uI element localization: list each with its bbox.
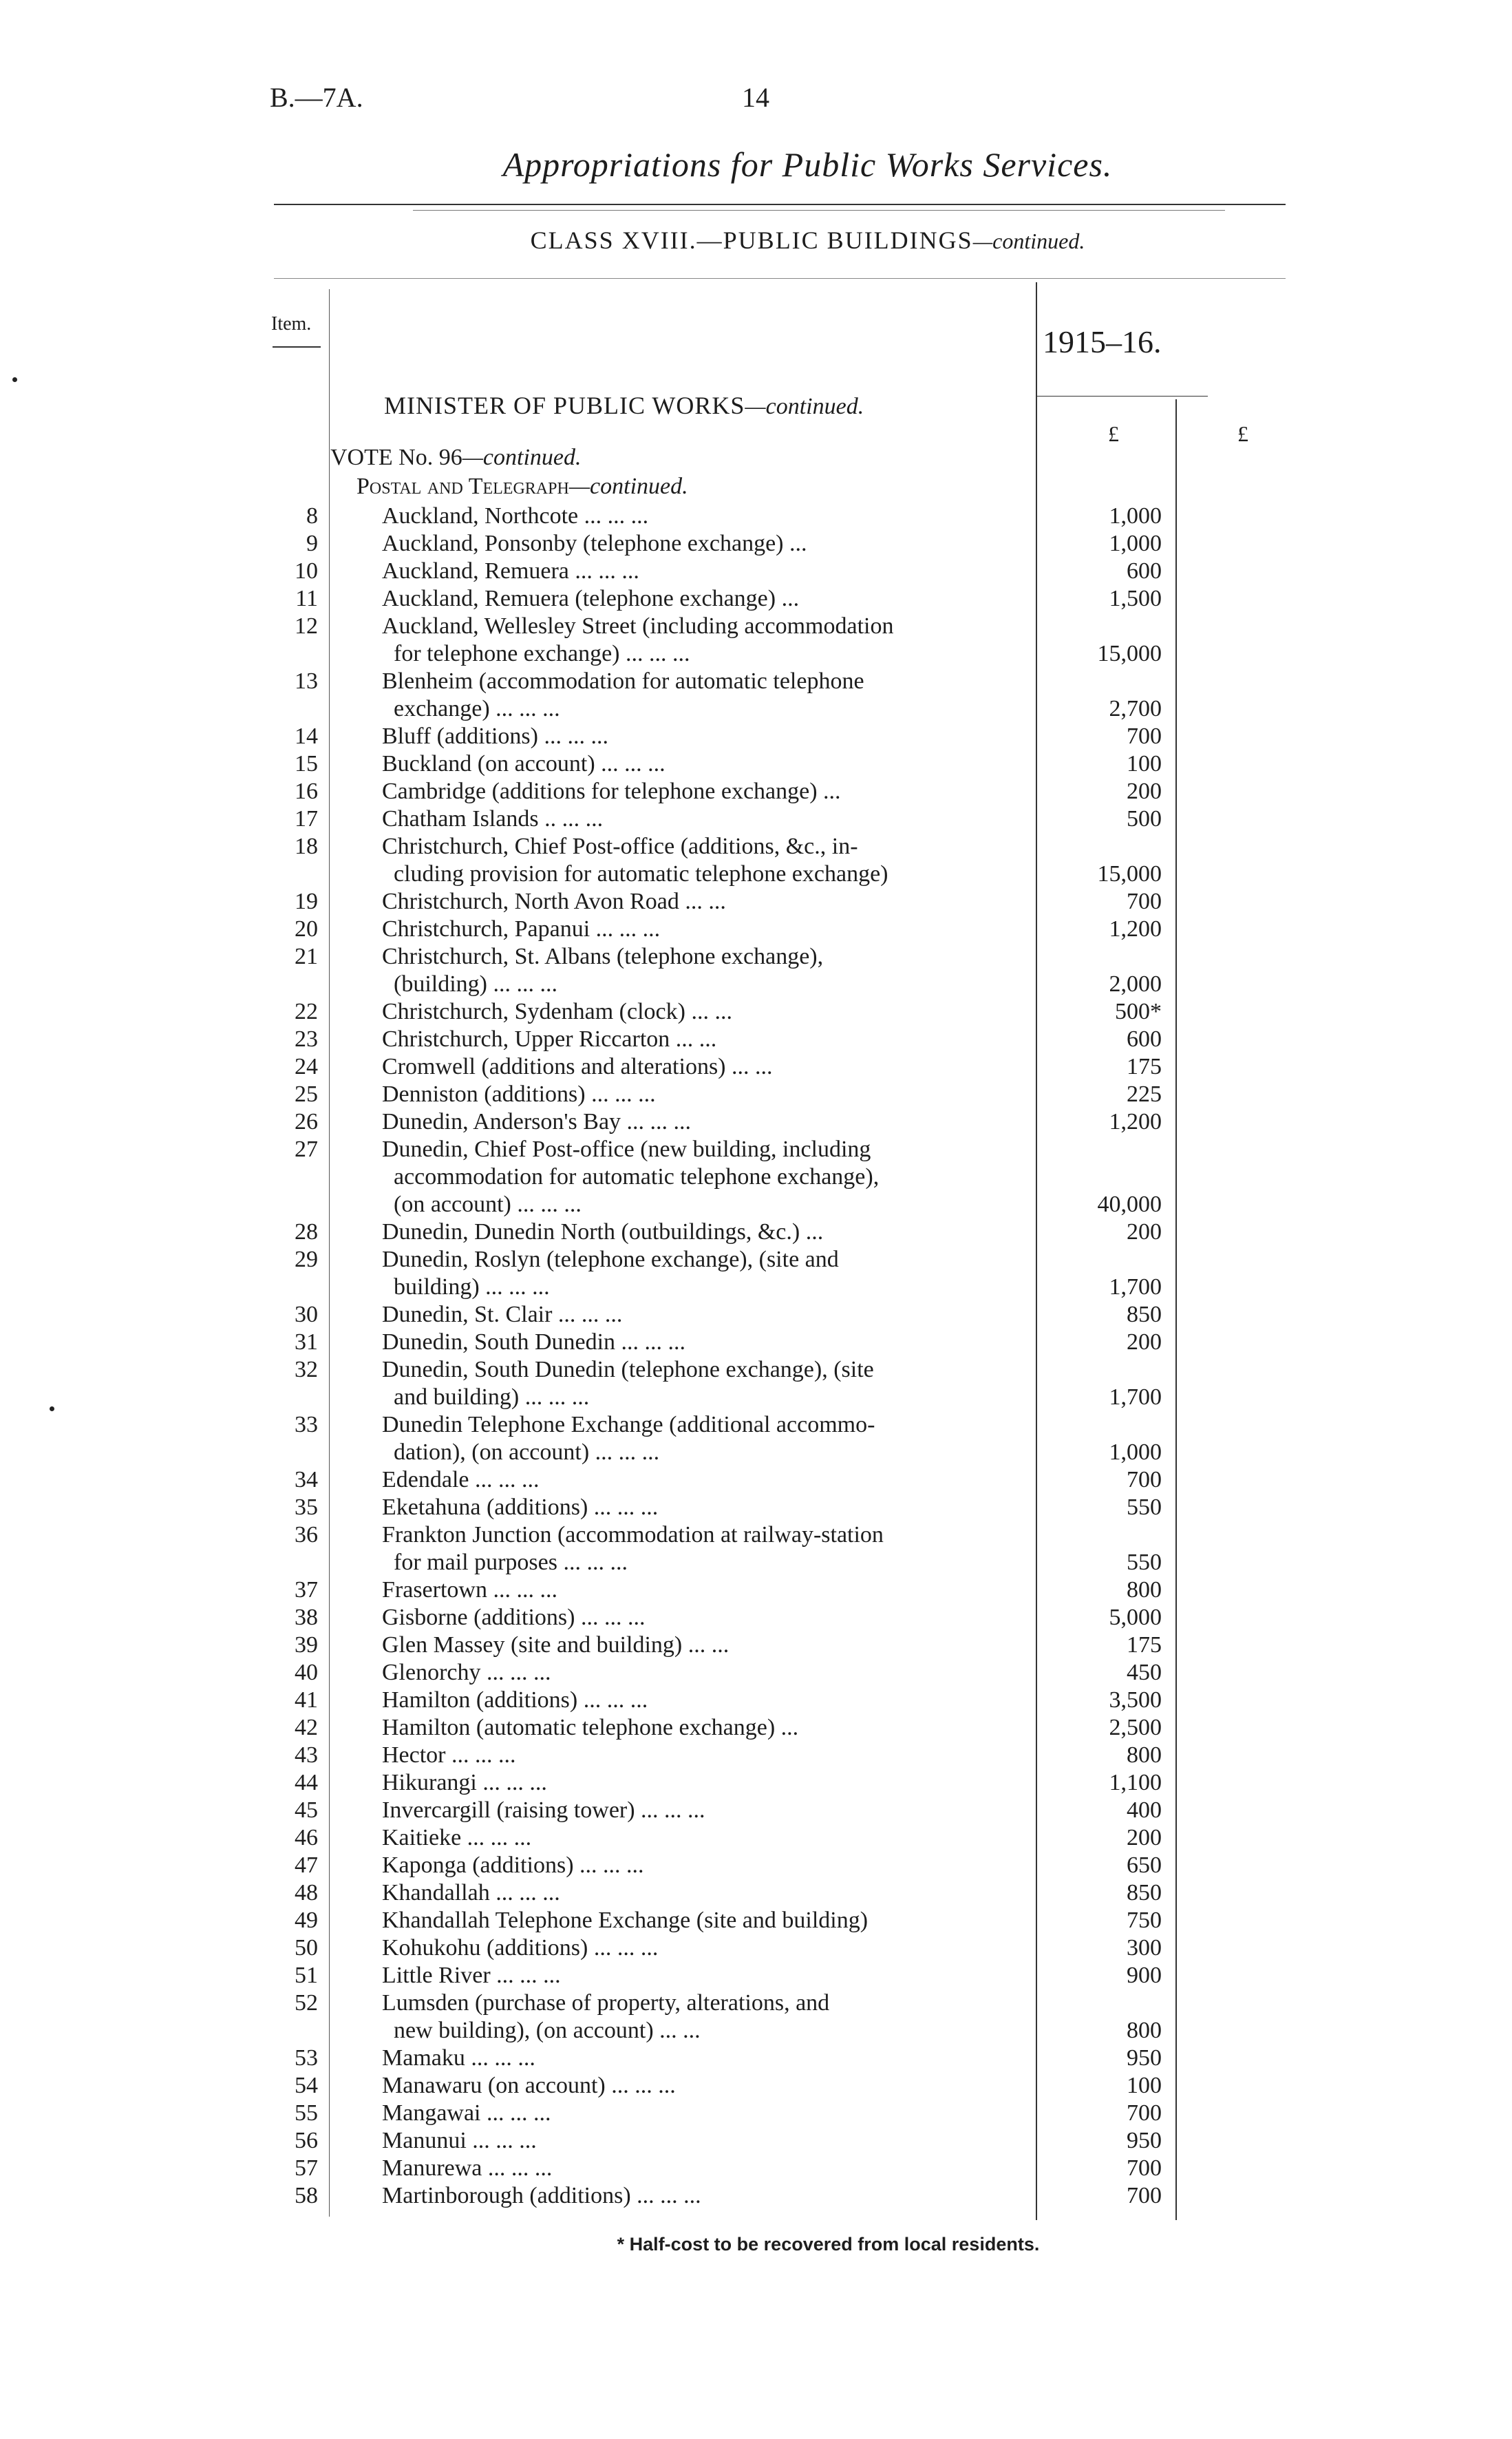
row-item-number: 12	[295, 613, 318, 639]
row-amount: 1,200	[1109, 916, 1162, 942]
row-description: Hikurangi ... ... ...	[382, 1770, 547, 1795]
row-description: Christchurch, St. Albans (telephone exchange), (building) ... ... ...	[382, 944, 824, 997]
row-item-number: 9	[306, 531, 318, 556]
row-item-number: 14	[295, 724, 318, 749]
row-description: Christchurch, Upper Riccarton ... ...	[382, 1026, 717, 1052]
row-amount: 200	[1127, 1329, 1162, 1355]
row-amount: 950	[1127, 2045, 1162, 2071]
row-item-number: 20	[295, 916, 318, 942]
row-description: Auckland, Remuera (telephone exchange) ...	[382, 586, 800, 611]
row-description: Hamilton (additions) ... ... ...	[382, 1687, 648, 1713]
row-description: Hamilton (automatic telephone exchange) ...	[382, 1715, 799, 1740]
row-description: Glen Massey (site and building) ... ...	[382, 1632, 730, 1658]
row-amount: 700	[1127, 2155, 1162, 2181]
row-amount: 800	[1127, 1577, 1162, 1603]
row-description: Manawaru (on account) ... ... ...	[382, 2073, 676, 2098]
row-description: Dunedin, South Dunedin (telephone exchange), (site and building) ... ... ...	[382, 1357, 874, 1410]
row-item-number: 43	[295, 1742, 318, 1768]
row-item-number: 18	[295, 834, 318, 859]
row-item-number: 48	[295, 1880, 318, 1905]
row-description: Christchurch, Sydenham (clock) ... ...	[382, 999, 732, 1024]
row-item-number: 17	[295, 806, 318, 832]
row-description: Mamaku ... ... ...	[382, 2045, 535, 2071]
row-item-number: 25	[295, 1081, 318, 1107]
item-column-header: Item.	[271, 313, 312, 335]
row-description: Lumsden (purchase of property, alterations, and new building), (on account) ... ...	[382, 1990, 830, 2043]
row-item-number: 37	[295, 1577, 318, 1603]
row-item-number: 33	[295, 1412, 318, 1437]
minister-heading	[384, 391, 864, 420]
row-item-number: 11	[295, 586, 318, 611]
row-amount: 550	[1127, 1495, 1162, 1520]
title-rule	[274, 204, 1286, 205]
title-rule-lower	[413, 210, 1225, 211]
row-item-number: 56	[295, 2128, 318, 2153]
minister-text: MINISTER OF PUBLIC WORKS	[384, 392, 745, 419]
row-item-number: 10	[295, 558, 318, 584]
row-item-number: 54	[295, 2073, 318, 2098]
row-amount: 700	[1127, 724, 1162, 749]
row-item-number: 45	[295, 1797, 318, 1823]
page-title: Appropriations for Public Works Services.	[502, 145, 1113, 184]
row-item-number: 13	[295, 668, 318, 694]
row-description: Dunedin, Roslyn (telephone exchange), (site and building) ... ... ...	[382, 1247, 839, 1300]
row-amount: 2,500	[1109, 1715, 1162, 1740]
row-amount: 225	[1127, 1081, 1162, 1107]
row-description: Auckland, Ponsonby (telephone exchange) ...	[382, 531, 807, 556]
row-description: Gisborne (additions) ... ... ...	[382, 1605, 646, 1630]
row-item-number: 46	[295, 1825, 318, 1850]
row-amount: 550	[1127, 1550, 1162, 1575]
row-item-number: 27	[295, 1137, 318, 1162]
row-description: Dunedin, South Dunedin ... ... ...	[382, 1329, 686, 1355]
row-item-number: 22	[295, 999, 318, 1024]
row-description: Martinborough (additions) ... ... ...	[382, 2183, 701, 2208]
row-description: Edendale ... ... ...	[382, 1467, 540, 1492]
row-description: Denniston (additions) ... ... ...	[382, 1081, 656, 1107]
row-item-number: 49	[295, 1908, 318, 1933]
row-amount: 750	[1127, 1908, 1162, 1933]
row-description: Mangawai ... ... ...	[382, 2100, 551, 2126]
row-amount: 500	[1127, 806, 1162, 832]
row-item-number: 32	[295, 1357, 318, 1382]
row-amount: 450	[1127, 1660, 1162, 1685]
row-item-number: 44	[295, 1770, 318, 1795]
row-description: Auckland, Wellesley Street (including accommodation for telephone exchange) ... ... ...	[382, 613, 894, 666]
row-amount: 850	[1127, 1880, 1162, 1905]
row-description: Glenorchy ... ... ...	[382, 1660, 551, 1685]
class-heading-text: CLASS XVIII.—PUBLIC BUILDINGS	[530, 226, 973, 254]
row-description: Dunedin, Dunedin North (outbuildings, &c.) ...	[382, 1219, 824, 1245]
row-amount: 300	[1127, 1935, 1162, 1961]
pound-sign-1: £	[1108, 421, 1119, 446]
row-amount: 1,500	[1109, 586, 1162, 611]
row-amount: 200	[1127, 779, 1162, 804]
row-amount: 900	[1127, 1963, 1162, 1988]
row-amount: 1,700	[1109, 1384, 1162, 1410]
row-item-number: 36	[295, 1522, 318, 1548]
row-amount: 650	[1127, 1852, 1162, 1878]
row-item-number: 24	[295, 1054, 318, 1079]
row-amount: 100	[1127, 2073, 1162, 2098]
row-item-number: 21	[295, 944, 318, 969]
row-description: Dunedin, St. Clair ... ... ...	[382, 1302, 623, 1327]
row-amount: 2,700	[1109, 696, 1162, 721]
item-header-rule	[273, 346, 321, 348]
row-amount: 15,000	[1097, 641, 1162, 666]
row-description: Bluff (additions) ... ... ...	[382, 724, 608, 749]
row-amount: 600	[1127, 558, 1162, 584]
row-amount: 500*	[1115, 999, 1162, 1024]
row-description: Christchurch, North Avon Road ... ...	[382, 889, 726, 914]
row-amount: 400	[1127, 1797, 1162, 1823]
row-description: Christchurch, Papanui ... ... ...	[382, 916, 661, 942]
row-item-number: 51	[295, 1963, 318, 1988]
row-description: Chatham Islands .. ... ...	[382, 806, 604, 832]
row-amount: 200	[1127, 1825, 1162, 1850]
row-description: Auckland, Northcote ... ... ...	[382, 503, 649, 529]
row-item-number: 34	[295, 1467, 318, 1492]
row-amount: 600	[1127, 1026, 1162, 1052]
class-heading	[0, 226, 1512, 255]
row-description: Khandallah ... ... ...	[382, 1880, 560, 1905]
row-description: Manurewa ... ... ...	[382, 2155, 553, 2181]
page-reference: B.—7A.	[270, 82, 363, 113]
row-amount: 700	[1127, 1467, 1162, 1492]
row-description: Manunui ... ... ...	[382, 2128, 537, 2153]
page-number: 14	[742, 82, 769, 113]
row-amount: 40,000	[1097, 1192, 1162, 1217]
subhead-text: Postal and Telegraph	[356, 474, 569, 499]
row-item-number: 28	[295, 1219, 318, 1245]
vote-heading	[330, 445, 582, 471]
header-top-rule	[274, 278, 1286, 279]
row-amount: 850	[1127, 1302, 1162, 1327]
row-item-number: 50	[295, 1935, 318, 1961]
row-description: Little River ... ... ...	[382, 1963, 561, 1988]
row-description: Cromwell (additions and alterations) ... ...	[382, 1054, 773, 1079]
class-heading-suffix: —continued.	[972, 229, 1085, 253]
row-description: Frasertown ... ... ...	[382, 1577, 557, 1603]
row-description: Cambridge (additions for telephone exchange) ...	[382, 779, 841, 804]
row-item-number: 31	[295, 1329, 318, 1355]
row-amount: 1,000	[1109, 503, 1162, 529]
row-item-number: 23	[295, 1026, 318, 1052]
row-amount: 15,000	[1097, 861, 1162, 887]
year-column-left-rule	[1036, 282, 1037, 2220]
vote-text: VOTE No. 96	[330, 445, 462, 470]
row-item-number: 29	[295, 1247, 318, 1272]
subhead	[356, 474, 688, 500]
row-amount: 700	[1127, 2100, 1162, 2126]
footnote: * Half-cost to be recovered from local residents.	[617, 2234, 1040, 2255]
row-description: Dunedin, Chief Post-office (new building, including accommodation for automatic telephone exchange), (on account) ... ... ...	[382, 1137, 880, 1217]
row-item-number: 39	[295, 1632, 318, 1658]
year-header-rule	[1036, 396, 1208, 397]
row-description: Dunedin, Anderson's Bay ... ... ...	[382, 1109, 692, 1134]
year-column-header: 1915–16.	[1043, 324, 1162, 359]
row-amount: 1,700	[1109, 1274, 1162, 1300]
row-amount: 5,000	[1109, 1605, 1162, 1630]
minister-suffix: —continued.	[745, 394, 864, 419]
description-column-left-rule	[329, 289, 330, 2217]
row-item-number: 53	[295, 2045, 318, 2071]
row-description: Hector ... ... ...	[382, 1742, 516, 1768]
row-amount: 100	[1127, 751, 1162, 777]
row-description: Eketahuna (additions) ... ... ...	[382, 1495, 659, 1520]
row-amount: 950	[1127, 2128, 1162, 2153]
row-amount: 2,000	[1109, 971, 1162, 997]
row-item-number: 8	[306, 503, 318, 529]
row-item-number: 40	[295, 1660, 318, 1685]
row-description: Khandallah Telephone Exchange (site and building)	[382, 1908, 869, 1933]
row-item-number: 16	[295, 779, 318, 804]
row-item-number: 47	[295, 1852, 318, 1878]
row-amount: 175	[1127, 1054, 1162, 1079]
row-amount: 700	[1127, 2183, 1162, 2208]
row-description: Christchurch, Chief Post-office (additions, &c., in- cluding provision for automatic telephone exchange)	[382, 834, 888, 887]
row-item-number: 57	[295, 2155, 318, 2181]
row-description: Buckland (on account) ... ... ...	[382, 751, 666, 777]
row-description: Blenheim (accommodation for automatic telephone exchange) ... ... ...	[382, 668, 864, 721]
row-amount: 1,000	[1109, 1439, 1162, 1465]
row-item-number: 38	[295, 1605, 318, 1630]
row-item-number: 26	[295, 1109, 318, 1134]
row-item-number: 35	[295, 1495, 318, 1520]
row-description: Invercargill (raising tower) ... ... ...	[382, 1797, 705, 1823]
row-item-number: 42	[295, 1715, 318, 1740]
row-amount: 200	[1127, 1219, 1162, 1245]
row-item-number: 19	[295, 889, 318, 914]
row-item-number: 58	[295, 2183, 318, 2208]
row-item-number: 15	[295, 751, 318, 777]
row-amount: 700	[1127, 889, 1162, 914]
row-description: Frankton Junction (accommodation at railway-station for mail purposes ... ... ...	[382, 1522, 884, 1575]
row-amount: 175	[1127, 1632, 1162, 1658]
row-description: Kaponga (additions) ... ... ...	[382, 1852, 644, 1878]
row-amount: 800	[1127, 2018, 1162, 2043]
row-description: Kaitieke ... ... ...	[382, 1825, 532, 1850]
margin-mark-top	[12, 377, 17, 382]
row-amount: 1,100	[1109, 1770, 1162, 1795]
row-amount: 1,200	[1109, 1109, 1162, 1134]
row-amount: 3,500	[1109, 1687, 1162, 1713]
row-amount: 1,000	[1109, 531, 1162, 556]
subhead-suffix: —continued.	[568, 474, 688, 499]
margin-mark-middle	[50, 1406, 54, 1411]
pound-sign-2: £	[1237, 421, 1248, 446]
vote-suffix: —continued.	[462, 445, 582, 470]
row-item-number: 52	[295, 1990, 318, 2016]
row-item-number: 55	[295, 2100, 318, 2126]
row-description: Kohukohu (additions) ... ... ...	[382, 1935, 659, 1961]
amount-column-divider	[1175, 399, 1177, 2220]
row-description: Auckland, Remuera ... ... ...	[382, 558, 639, 584]
row-description: Dunedin Telephone Exchange (additional accommo- dation), (on account) ... ... ...	[382, 1412, 875, 1465]
row-item-number: 41	[295, 1687, 318, 1713]
row-amount: 800	[1127, 1742, 1162, 1768]
row-item-number: 30	[295, 1302, 318, 1327]
